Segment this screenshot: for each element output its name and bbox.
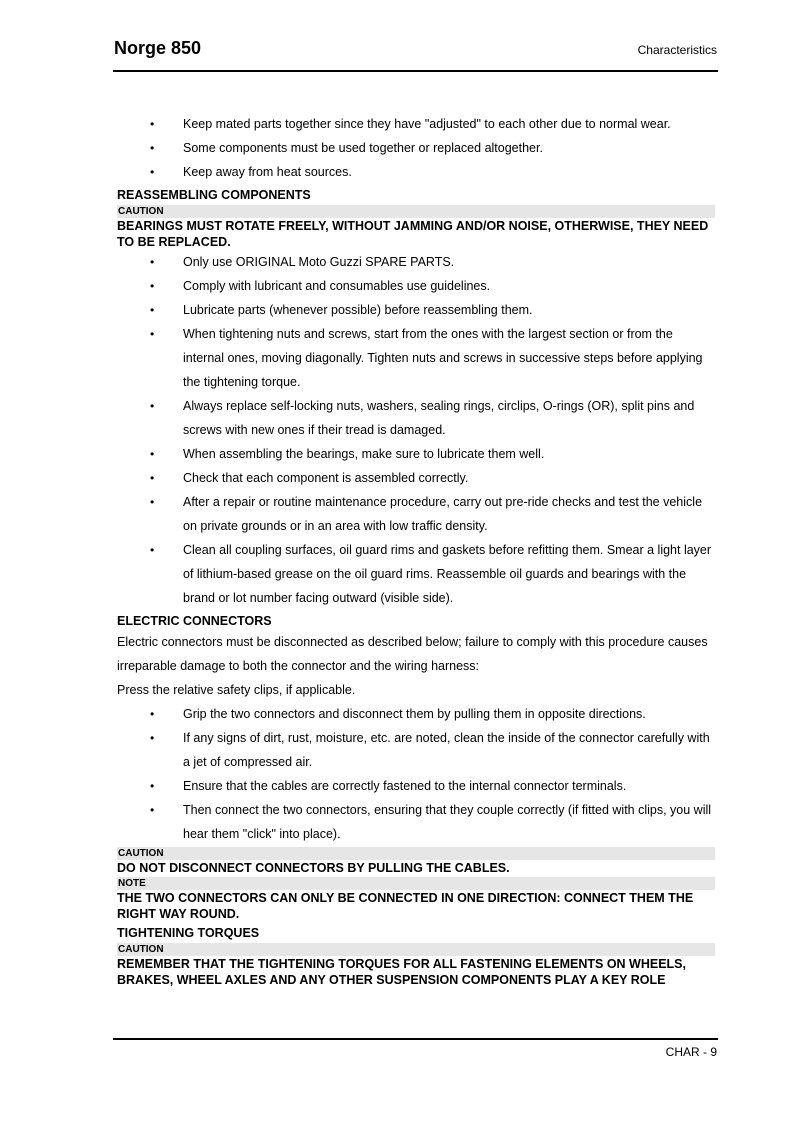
list-item [117,774,715,798]
list-item [117,274,715,298]
list-item [117,702,715,726]
bullet-icon: • [150,399,155,413]
list-item [117,538,715,610]
bullet-icon: • [150,731,155,745]
electric-instruction: Press the relative safety clips, if applicable. [117,683,356,697]
list-item [117,136,715,160]
caution-text: BEARINGS MUST ROTATE FREELY, WITHOUT JAMMING AND/OR NOISE, OTHERWISE, THEY NEED TO BE REPLACED. [117,219,709,249]
header-rule [113,70,718,72]
torques-heading: TIGHTENING TORQUES [117,926,260,940]
list-item [117,160,715,184]
caution-label: CAUTION [117,847,715,860]
list-item [117,250,715,274]
footer-rule [113,1038,718,1040]
list-item-text: Keep away from heat sources. [183,165,352,179]
list-item [117,112,715,136]
list-item-text: Then connect the two connectors, ensuring that they couple correctly (if fitted with clips, you will hear them "click" into place). [183,803,712,841]
bullet-icon: • [150,803,155,817]
bullet-icon: • [150,303,155,317]
page-number: CHAR - 9 [665,1045,717,1059]
list-item-text: If any signs of dirt, rust, moisture, etc. are noted, clean the inside of the connector carefully with a jet of compressed air. [183,731,710,769]
list-item-text: When tightening nuts and screws, start from the ones with the largest section or from the internal ones, moving diagonally. Tighten nuts and screws in successive steps before applying the tightening torque. [183,327,703,389]
list-item-text: When assembling the bearings, make sure to lubricate them well. [183,447,545,461]
list-item-text: After a repair or routine maintenance procedure, carry out pre-ride checks and test the vehicle on private grounds or in an area with low traffic density. [183,495,703,533]
bullet-icon: • [150,779,155,793]
list-item [117,798,715,846]
electric-heading: ELECTRIC CONNECTORS [117,614,272,628]
list-item [117,466,715,490]
list-item-text: Ensure that the cables are correctly fastened to the internal connector terminals. [183,779,627,793]
bullet-icon: • [150,165,155,179]
list-item [117,726,715,774]
caution-label: CAUTION [117,943,715,956]
bullet-icon: • [150,471,155,485]
handling-list [117,112,715,184]
electric-paragraph: Electric connectors must be disconnected as described below; failure to comply with this procedure causes irreparable damage to both the connector and the wiring harness: [117,635,708,673]
list-item-text: Grip the two connectors and disconnect them by pulling them in opposite directions. [183,707,646,721]
caution-text: DO NOT DISCONNECT CONNECTORS BY PULLING THE CABLES. [117,861,510,875]
electric-list [117,702,715,846]
list-item [117,394,715,442]
bullet-icon: • [150,327,155,341]
bullet-icon: • [150,255,155,269]
page-title: Norge 850 [114,38,202,58]
list-item-text: Always replace self-locking nuts, washers, sealing rings, circlips, O-rings (OR), split pins and screws with new ones if their tread is damaged. [183,399,695,437]
bullet-icon: • [150,707,155,721]
list-item-text: Some components must be used together or replaced altogether. [183,141,543,155]
list-item [117,322,715,394]
note-text: THE TWO CONNECTORS CAN ONLY BE CONNECTED IN ONE DIRECTION: CONNECT THEM THE RIGHT WAY ROUND. [117,891,694,921]
reassembling-heading: REASSEMBLING COMPONENTS [117,188,311,202]
list-item-text: Clean all coupling surfaces, oil guard rims and gaskets before refitting them. Smear a light layer of lithium-based grease on the oil guard rims. Reassemble oil guards and bearings with the brand or lot number facing outward (visible side). [183,543,712,605]
bullet-icon: • [150,279,155,293]
section-name: Characteristics [637,43,717,57]
list-item [117,490,715,538]
page-content [117,112,715,988]
list-item-text: Lubricate parts (whenever possible) before reassembling them. [183,303,533,317]
list-item-text: Keep mated parts together since they have "adjusted" to each other due to normal wear. [183,117,671,131]
caution-text: REMEMBER THAT THE TIGHTENING TORQUES FOR ALL FASTENING ELEMENTS ON WHEELS, BRAKES, WHEEL AXLES AND ANY OTHER SUSPENSION COMPONENTS PLAY A KEY ROLE [117,957,686,987]
bullet-icon: • [150,141,155,155]
bullet-icon: • [150,543,155,557]
list-item [117,442,715,466]
list-item [117,298,715,322]
list-item-text: Only use ORIGINAL Moto Guzzi SPARE PARTS. [183,255,455,269]
bullet-icon: • [150,447,155,461]
note-label: NOTE [117,877,715,890]
reassembling-list [117,250,715,610]
bullet-icon: • [150,117,155,131]
list-item-text: Check that each component is assembled correctly. [183,471,469,485]
caution-label: CAUTION [117,205,715,218]
list-item-text: Comply with lubricant and consumables use guidelines. [183,279,491,293]
bullet-icon: • [150,495,155,509]
